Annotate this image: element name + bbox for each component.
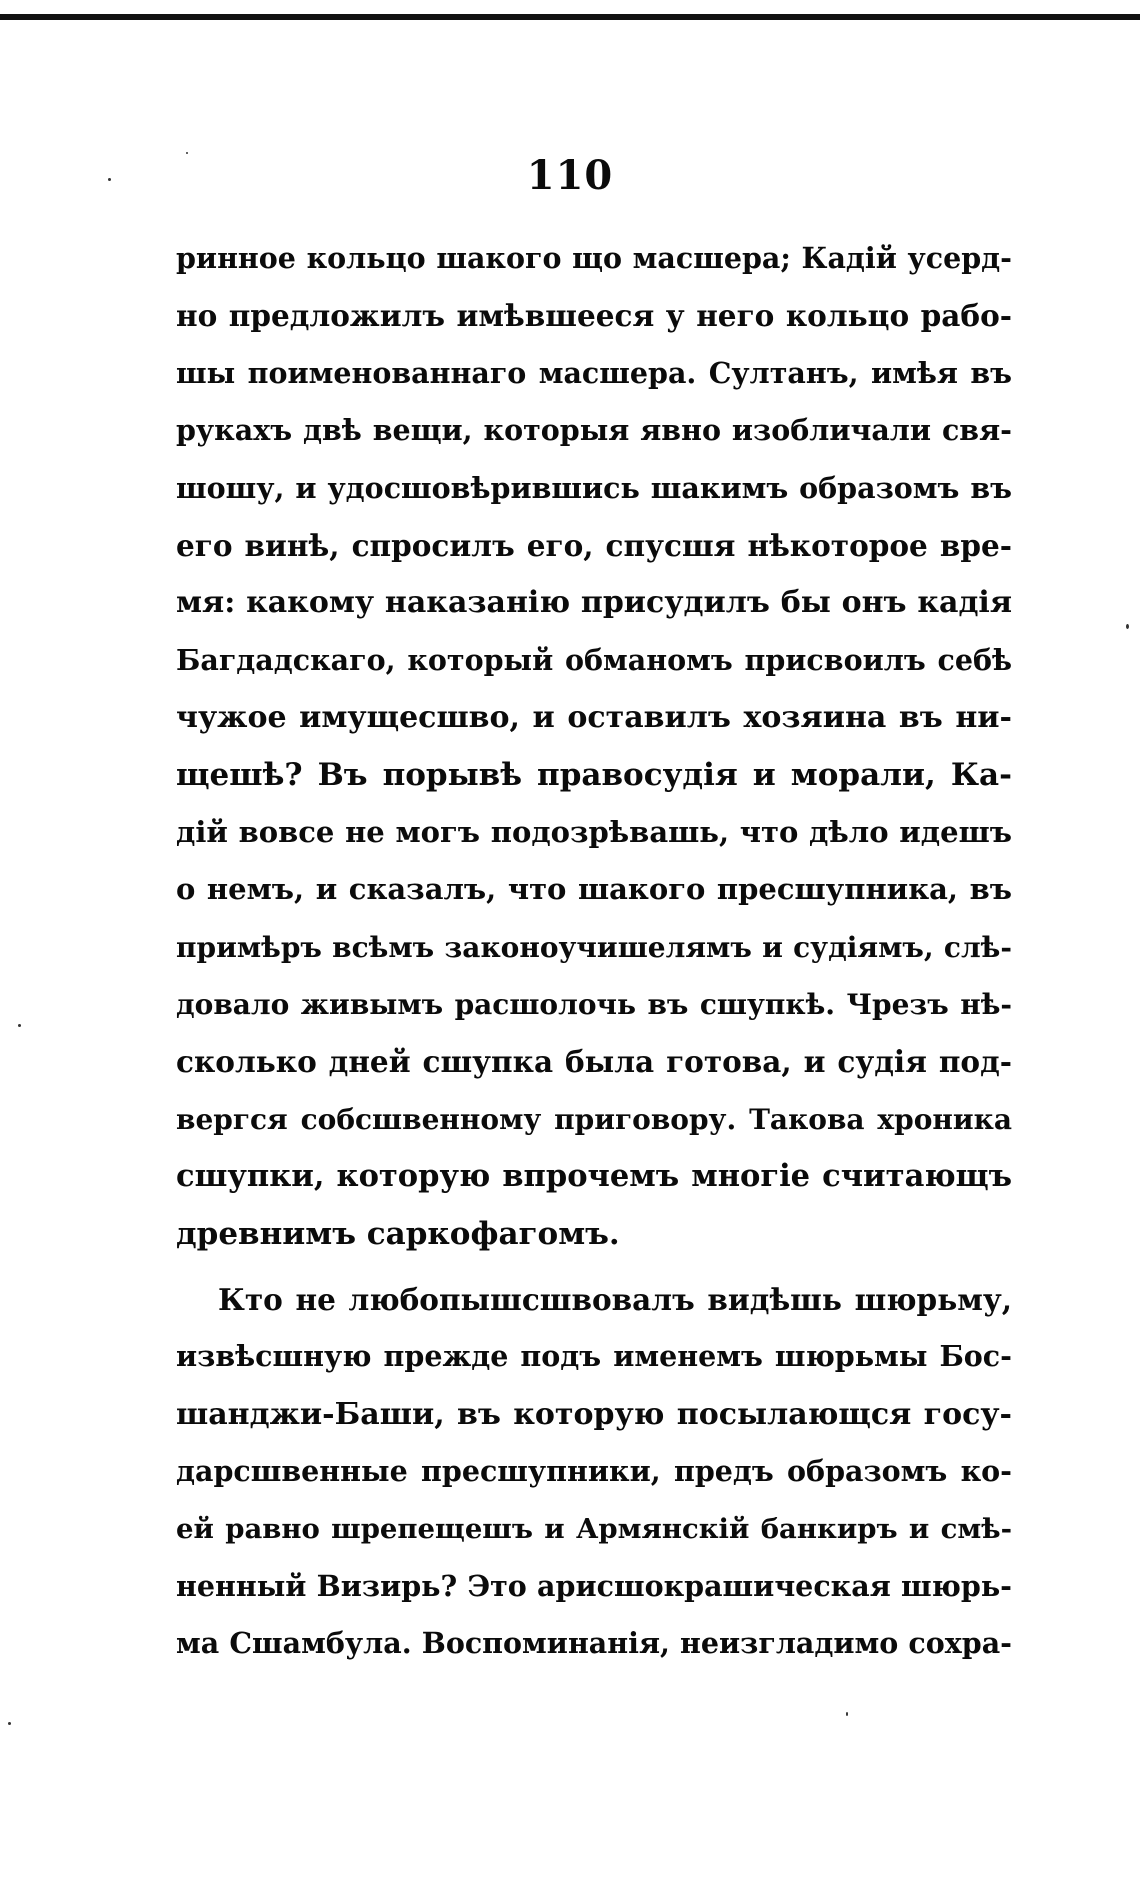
paragraph-1 xyxy=(176,230,1012,1263)
scan-speck xyxy=(846,1712,848,1716)
text-line: мя: какому наказанію присудилъ бы онъ кадія xyxy=(176,585,1012,621)
text-line: сколько дней сшупка была готова, и судія под- xyxy=(176,1044,1012,1080)
top-border-rule xyxy=(0,14,1140,20)
scan-speck xyxy=(18,1024,21,1027)
scan-speck xyxy=(186,152,188,154)
paragraph-gap xyxy=(176,1263,1012,1271)
text-line: довало живымъ расшолочь въ сшупкѣ. Чрезъ нѣ- xyxy=(176,988,1012,1022)
text-line: примѣръ всѣмъ законоучишелямъ и судіямъ, слѣ- xyxy=(176,930,1012,964)
page-number: 110 xyxy=(526,152,614,199)
text-line: ей равно шрепещешъ и Армянскій банкиръ и смѣ- xyxy=(176,1512,1012,1545)
text-line: извѣсшную прежде подъ именемъ шюрьмы Бос- xyxy=(176,1339,1012,1374)
text-line: ненный Визирь? Это арисшокрашическая шюрь- xyxy=(176,1568,1012,1603)
text-line: вергся собсшвенному приговору. Такова хроника xyxy=(176,1102,1012,1136)
body-text xyxy=(176,230,1012,1673)
text-line: дій вовсе не могъ подозрѣвашь, что дѣло идешъ xyxy=(176,814,1012,849)
text-line: рукахъ двѣ вещи, которыя явно изобличали свя- xyxy=(176,413,1012,448)
scan-speck xyxy=(108,178,111,181)
text-line: о немъ, и сказалъ, что шакого пресшупника, въ xyxy=(176,872,1012,907)
text-line: дарсшвенные пресшупники, предъ образомъ ко- xyxy=(176,1454,1012,1489)
text-line: шы поименованнаго масшера. Султанъ, имѣя въ xyxy=(176,355,1012,390)
text-line: шанджи-Баши, въ которую посылающся госу- xyxy=(176,1396,1012,1432)
text-line: Багдадскаго, который обманомъ присвоилъ себѣ xyxy=(176,642,1012,677)
scan-speck xyxy=(1126,624,1129,629)
paragraph-2 xyxy=(176,1271,1012,1673)
text-line: древнимъ саркофагомъ. xyxy=(176,1215,620,1252)
text-line: но предложилъ имѣвшееся у него кольцо рабо- xyxy=(176,298,1012,334)
text-line: ринное кольцо шакого що масшера; Кадій усерд- xyxy=(176,241,1012,275)
text-line: ма Сшамбула. Воспоминанія, неизгладимо сохра- xyxy=(176,1626,1012,1661)
text-line: щешѣ? Въ порывѣ правосудія и морали, Ка- xyxy=(176,756,1012,793)
text-line: чужое имущесшво, и оставилъ хозяина въ ни- xyxy=(176,700,1012,736)
scan-speck xyxy=(8,1722,11,1725)
text-line: шошу, и удосшовѣрившись шакимъ образомъ въ xyxy=(176,470,1012,505)
text-line: Кто не любопышсшвовалъ видѣшь шюрьму, xyxy=(218,1282,1012,1318)
text-line: его винѣ, спросилъ его, спусшя нѣкоторое вре- xyxy=(176,527,1012,563)
text-line: сшупки, которую впрочемъ многіе считающъ xyxy=(176,1158,1012,1195)
